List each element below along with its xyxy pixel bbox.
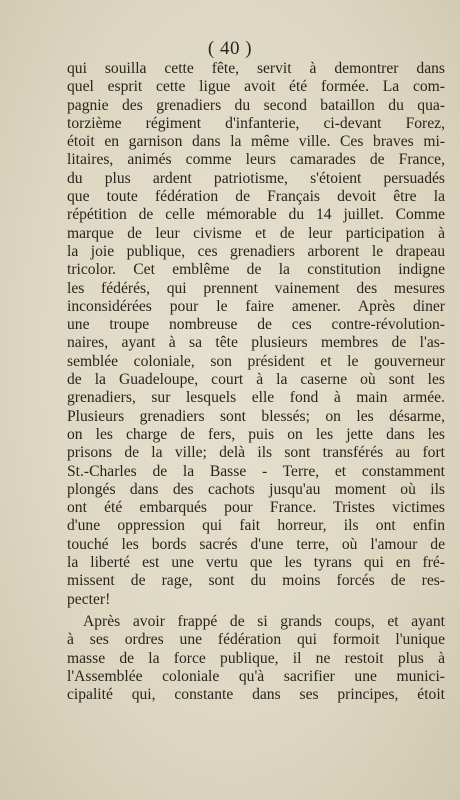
text-line: une troupe nombreuse de ces contre-révolution-	[67, 316, 445, 334]
text-line: on les charge de fers, puis on les jette dans les	[67, 425, 445, 443]
text-line: semblée coloniale, son président et le gouverneur	[67, 352, 445, 370]
text-line: quel esprit cette ligue avoit été formée. La com-	[67, 78, 445, 96]
text-line: de la Guadeloupe, court à la caserne où sont les	[67, 371, 445, 389]
text-line: plongés dans des cachots jusqu'au moment où ils	[67, 480, 445, 498]
text-line: prisons de la ville; delà ils sont transférés au fort	[67, 444, 445, 462]
text-line: d'une oppression qui fait horreur, ils ont enfin	[67, 517, 445, 535]
text-line: répétition de celle mémorable du 14 juillet. Comme	[67, 206, 445, 224]
text-line: inconsidérées pour le faire amener. Après diner	[67, 297, 445, 315]
text-line: Après avoir frappé de si grands coups, et ayant	[83, 612, 445, 630]
text-line: missent de rage, sont du moins forcés de res-	[67, 572, 445, 590]
text-line: pecter!	[67, 590, 111, 608]
paragraph-1	[67, 60, 445, 609]
text-line: cipalité qui, constante dans ses principes, étoit	[67, 686, 445, 704]
text-line: Plusieurs grenadiers sont blessés; on les désarme,	[67, 407, 445, 425]
paragraph-2	[67, 613, 445, 704]
text-line: du plus ardent patriotisme, s'étoient persuadés	[67, 169, 445, 187]
text-line: la liberté est une vertu que les tyrans qui en fré-	[67, 554, 445, 572]
text-line: grenadiers, sur lesquels elle fond à main armée.	[67, 389, 445, 407]
text-line: marque de leur civisme et de leur participation à	[67, 224, 445, 242]
text-line: la joie publique, ces grenadiers arborent le drapeau	[67, 242, 445, 260]
text-line: que toute fédération de Français devoit être la	[67, 188, 445, 206]
text-line: l'Assemblée coloniale qu'à sacrifier une munici-	[67, 667, 445, 685]
text-line: pagnie des grenadiers du second bataillon du qua-	[67, 96, 445, 114]
text-line: à ses ordres une fédération qui formoit l'unique	[67, 631, 445, 649]
text-line: St.-Charles de la Basse - Terre, et constamment	[67, 462, 445, 480]
text-line: torzième régiment d'infanterie, ci-devant Forez,	[67, 114, 445, 132]
text-line: naires, ayant à sa tête plusieurs membres de l'as-	[67, 334, 445, 352]
body-text	[67, 60, 445, 704]
text-line: masse de la force publique, il ne restoit plus à	[67, 649, 445, 667]
text-line: tricolor. Cet emblême de la constitution indigne	[67, 261, 445, 279]
page-number: ( 40 )	[207, 38, 253, 59]
text-line: les fédérés, qui prennent vainement des mesures	[67, 279, 445, 297]
text-line: ont été embarqués pour France. Tristes victimes	[67, 499, 445, 517]
text-line: qui souilla cette fête, servit à demontrer dans	[67, 60, 445, 77]
text-line: étoit en garnison dans la même ville. Ces braves mi-	[67, 133, 445, 151]
text-line: litaires, animés comme leurs camarades de France,	[67, 151, 445, 169]
text-line: touché les bords sacrés d'une terre, où l'amour de	[67, 535, 445, 553]
